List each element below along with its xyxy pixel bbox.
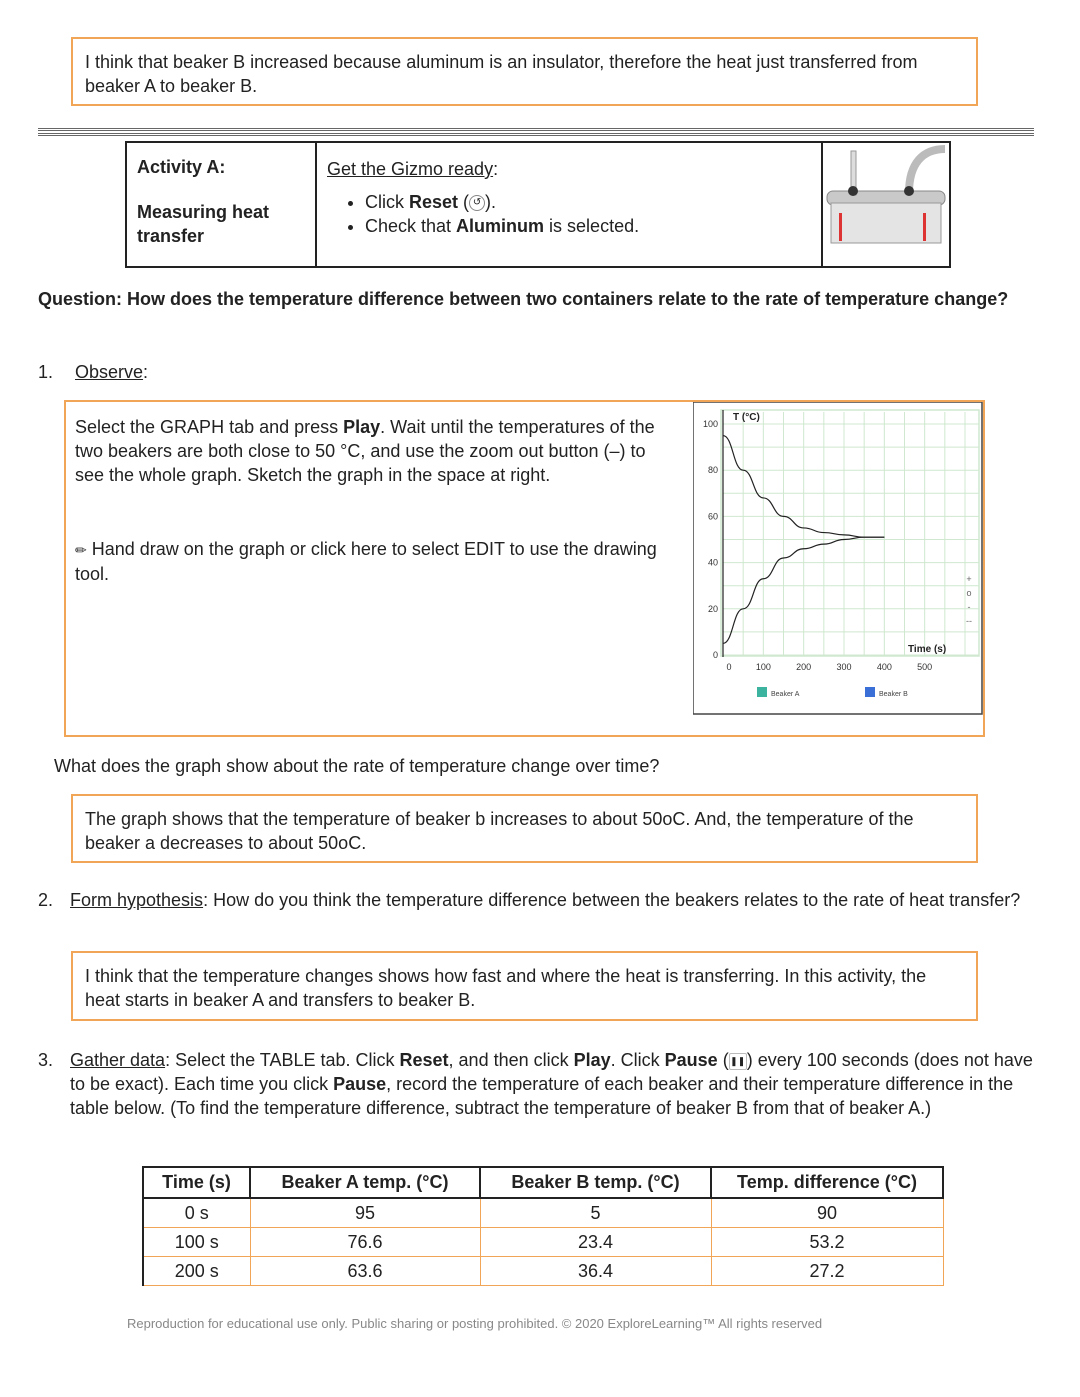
- question-text: Question: How does the temperature difference between two containers relate to the rate of temperature change?: [38, 289, 1009, 309]
- activity-header-table: Activity A: Measuring heat transfer Get the Gizmo ready: • Click Reset ( ↺ ). • Check that Aluminum is selected.: [125, 141, 951, 268]
- x-tick-label: 0: [726, 662, 732, 672]
- answer-box-top[interactable]: [71, 37, 978, 106]
- col-header-time: Time (s): [143, 1167, 250, 1198]
- table-cell[interactable]: 36.4: [480, 1257, 711, 1286]
- y-axis-label: T (°C): [733, 412, 760, 423]
- table-cell[interactable]: 63.6: [250, 1257, 480, 1286]
- table-cell[interactable]: 27.2: [711, 1257, 943, 1286]
- col-header-beaker-a: Beaker A temp. (°C): [250, 1167, 480, 1198]
- section-divider: [38, 128, 1034, 136]
- activity-label: Activity A:: [137, 157, 226, 177]
- zoom-control[interactable]: +: [966, 574, 972, 584]
- gather-data-prompt: 3. Gather data: Select the TABLE tab. Click Reset, and then click Play. Click Pause (❚❚) every 100 seconds (does not have to be exact). Each time you click Pause, record the temperature of each beaker and their temperature difference in the table below. (To find the temperature difference, subtract the temperature of beaker B from that of beaker A.): [38, 1050, 1033, 1118]
- pause-icon: ❚❚: [729, 1053, 747, 1070]
- answer-box-graph[interactable]: [71, 794, 978, 863]
- pencil-icon: ✏: [75, 542, 87, 558]
- table-cell[interactable]: 5: [480, 1198, 711, 1228]
- table-row: [143, 1228, 943, 1257]
- table-cell[interactable]: 53.2: [711, 1228, 943, 1257]
- temperature-graph[interactable]: [693, 402, 983, 715]
- gizmo-beakers-image: [823, 143, 949, 261]
- table-cell[interactable]: 95: [250, 1198, 480, 1228]
- zoom-control[interactable]: -: [967, 602, 971, 612]
- table-cell[interactable]: 100 s: [143, 1228, 250, 1257]
- get-ready-heading: Get the Gizmo ready: [327, 159, 494, 179]
- activity-title: Measuring heat transfer: [137, 202, 270, 246]
- col-header-difference: Temp. difference (°C): [711, 1167, 943, 1198]
- copyright-footer: Reproduction for educational use only. Public sharing or posting prohibited. © 2020 ExploreLearning™ All rights reserved: [127, 1316, 823, 1331]
- zoom-control[interactable]: o: [966, 588, 972, 598]
- x-tick-label: 100: [755, 662, 771, 672]
- table-cell[interactable]: 76.6: [250, 1228, 480, 1257]
- x-tick-label: 500: [917, 662, 933, 672]
- step-reset: • Click Reset ( ↺ ).: [365, 190, 811, 214]
- step-aluminum: • Check that Aluminum is selected.: [365, 214, 811, 238]
- temperature-data-table: [142, 1166, 944, 1286]
- table-cell[interactable]: 0 s: [143, 1198, 250, 1228]
- y-tick-label: 60: [707, 511, 718, 522]
- table-cell[interactable]: 90: [711, 1198, 943, 1228]
- x-axis-label: Time (s): [908, 644, 947, 655]
- graph-question: What does the graph show about the rate of temperature change over time?: [54, 756, 660, 776]
- observe-heading: 1. Observe:: [38, 362, 149, 382]
- reset-icon: ↺: [469, 195, 485, 211]
- col-header-beaker-b: Beaker B temp. (°C): [480, 1167, 711, 1198]
- x-tick-label: 300: [836, 662, 852, 672]
- x-tick-label: 400: [876, 662, 892, 672]
- legend-label: Beaker A: [771, 691, 800, 698]
- y-tick-label: 0: [712, 650, 718, 660]
- answer-hypothesis-text: I think that the temperature changes shows how fast and where the heat is transferring. In this activity, the heat starts in beaker A and transfers to beaker B.: [85, 966, 927, 1010]
- zoom-control[interactable]: --: [966, 616, 972, 626]
- hypothesis-prompt: 2. Form hypothesis: How do you think the temperature difference between the beakers relates to the rate of heat transfer?: [38, 890, 1021, 910]
- answer-graph-text: The graph shows that the temperature of beaker b increases to about 50oC. And, the temperature of the beaker a decreases to about 50oC.: [85, 809, 914, 853]
- y-tick-label: 80: [707, 465, 718, 476]
- table-cell[interactable]: 200 s: [143, 1257, 250, 1286]
- answer-top-text: I think that beaker B increased because aluminum is an insulator, therefore the heat just transferred from beaker A to beaker B.: [85, 52, 918, 96]
- y-tick-label: 40: [707, 557, 718, 568]
- setup-steps-list: [327, 190, 811, 238]
- legend-swatch: [865, 687, 875, 697]
- y-tick-label: 100: [702, 419, 718, 429]
- answer-box-hypothesis[interactable]: [71, 951, 978, 1021]
- y-tick-label: 20: [707, 603, 718, 614]
- legend-label: Beaker B: [879, 691, 908, 698]
- observe-instructions: Select the GRAPH tab and press Play. Wait until the temperatures of the two beakers are both close to 50 °C, and use the zoom out button (–) to see the whole graph. Sketch the graph in the space at right.: [75, 417, 655, 485]
- draw-note[interactable]: ✏ Hand draw on the graph or click here to select EDIT to use the drawing tool.: [75, 539, 657, 584]
- x-tick-label: 200: [796, 662, 812, 672]
- table-cell[interactable]: 23.4: [480, 1228, 711, 1257]
- legend-swatch: [757, 687, 767, 697]
- table-row: [143, 1257, 943, 1286]
- table-row: [143, 1198, 943, 1228]
